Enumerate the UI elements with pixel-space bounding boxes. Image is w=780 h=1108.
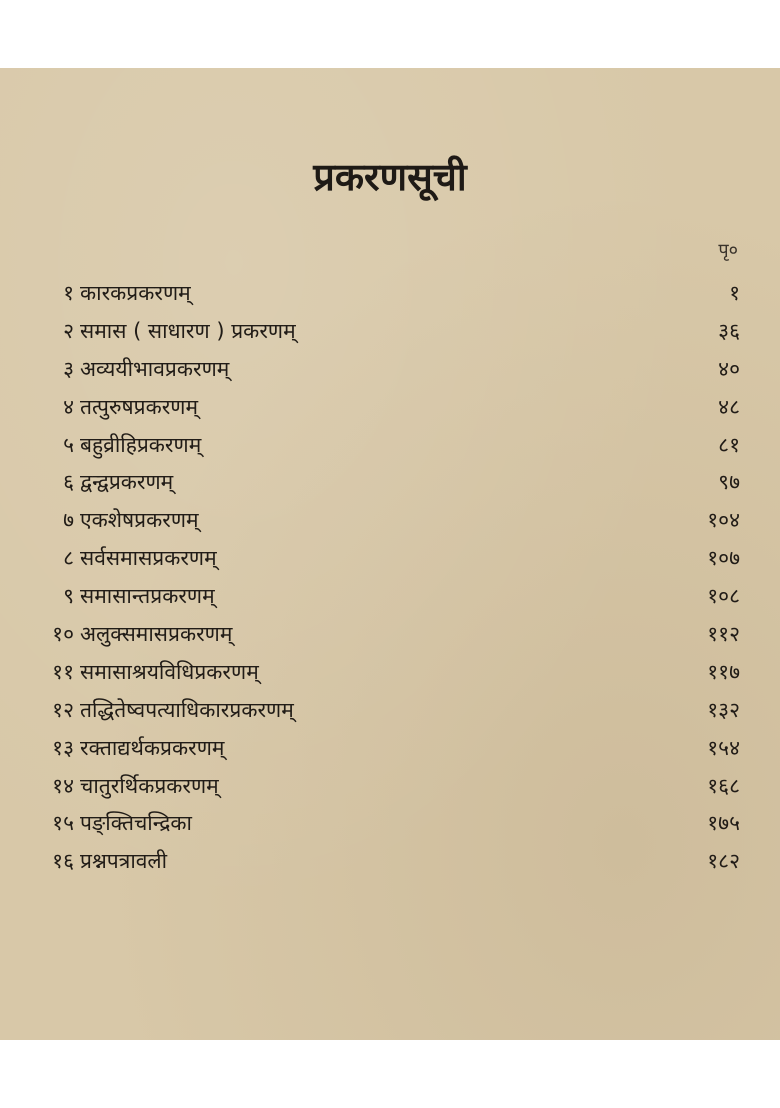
entry-page-number: ११२ bbox=[707, 622, 740, 647]
entry-title: तद्धितेष्वपत्याधिकारप्रकरणम् bbox=[80, 697, 294, 722]
entry-page-number: ३६ bbox=[718, 318, 740, 343]
toc-entry bbox=[0, 313, 780, 351]
toc-entry bbox=[0, 578, 780, 616]
entry-number: १२ bbox=[52, 697, 74, 722]
entry-page-number: १ bbox=[729, 281, 740, 305]
entry-title: सर्वसमासप्रकरणम् bbox=[80, 546, 217, 571]
entry-title: समासान्तप्रकरणम् bbox=[80, 584, 215, 609]
toc-entry bbox=[0, 275, 780, 313]
toc-entry bbox=[0, 540, 780, 578]
toc-entry bbox=[0, 805, 780, 843]
entry-page-number: ११७ bbox=[707, 659, 740, 684]
entry-page-number: १३२ bbox=[707, 697, 740, 722]
entry-number: १६ bbox=[52, 849, 74, 874]
toc-entry bbox=[0, 616, 780, 654]
entry-page-number: ४० bbox=[718, 356, 740, 381]
entry-title: चातुरर्थिकप्रकरणम् bbox=[80, 773, 219, 798]
entry-title: अव्ययीभावप्रकरणम् bbox=[80, 356, 230, 381]
toc-entry bbox=[0, 843, 780, 881]
entry-page-number: १०४ bbox=[707, 508, 740, 533]
entry-number: ६ bbox=[63, 470, 74, 495]
toc-entry bbox=[0, 654, 780, 692]
toc-entry bbox=[0, 692, 780, 730]
entry-page-number: १८२ bbox=[707, 849, 740, 874]
entry-number: ८ bbox=[63, 546, 74, 571]
toc-entry bbox=[0, 730, 780, 768]
entry-page-number: ८१ bbox=[718, 432, 740, 457]
toc-entry bbox=[0, 502, 780, 540]
toc-entry bbox=[0, 351, 780, 389]
entry-number: ७ bbox=[63, 508, 74, 533]
entry-page-number: १०८ bbox=[707, 584, 740, 609]
toc-entry bbox=[0, 768, 780, 806]
entry-title: प्रश्नपत्रावली bbox=[80, 849, 168, 874]
entry-page-number: ९७ bbox=[718, 470, 740, 495]
entry-page-number: १६८ bbox=[707, 773, 740, 798]
entry-title: रक्ताद्यर्थकप्रकरणम् bbox=[80, 735, 225, 760]
page-title: प्रकरणसूची bbox=[313, 155, 467, 199]
table-of-contents bbox=[0, 275, 780, 881]
entry-number: १५ bbox=[52, 811, 74, 836]
entry-title: समासाश्रयविधिप्रकरणम् bbox=[80, 659, 259, 684]
entry-number: १ bbox=[63, 281, 74, 305]
entry-title: समास ( साधारण ) प्रकरणम् bbox=[80, 318, 296, 343]
entry-title: कारकप्रकरणम् bbox=[80, 281, 191, 305]
entry-number: १४ bbox=[52, 773, 74, 798]
entry-page-number: १७५ bbox=[707, 811, 740, 836]
entry-number: २ bbox=[63, 318, 74, 343]
entry-title: तत्पुरुषप्रकरणम् bbox=[80, 394, 199, 419]
entry-title: पङ्क्तिचन्द्रिका bbox=[80, 811, 192, 836]
entry-page-number: १५४ bbox=[707, 735, 740, 760]
page-number-column-header: पृ० bbox=[718, 240, 738, 261]
entry-number: ९ bbox=[63, 584, 74, 609]
entry-number: १० bbox=[52, 622, 74, 647]
toc-entry bbox=[0, 427, 780, 465]
toc-entry bbox=[0, 389, 780, 427]
book-page bbox=[0, 68, 780, 1040]
entry-number: ५ bbox=[63, 432, 74, 457]
entry-number: ११ bbox=[52, 659, 74, 684]
entry-page-number: १०७ bbox=[707, 546, 740, 571]
entry-title: एकशेषप्रकरणम् bbox=[80, 508, 199, 533]
entry-title: अलुक्समासप्रकरणम् bbox=[80, 622, 233, 647]
entry-title: बहुव्रीहिप्रकरणम् bbox=[80, 432, 202, 457]
toc-entry bbox=[0, 464, 780, 502]
entry-page-number: ४८ bbox=[718, 394, 740, 419]
entry-title: द्वन्द्वप्रकरणम् bbox=[80, 470, 174, 495]
entry-number: १३ bbox=[52, 735, 74, 760]
entry-number: ३ bbox=[63, 356, 74, 381]
entry-number: ४ bbox=[63, 394, 74, 419]
